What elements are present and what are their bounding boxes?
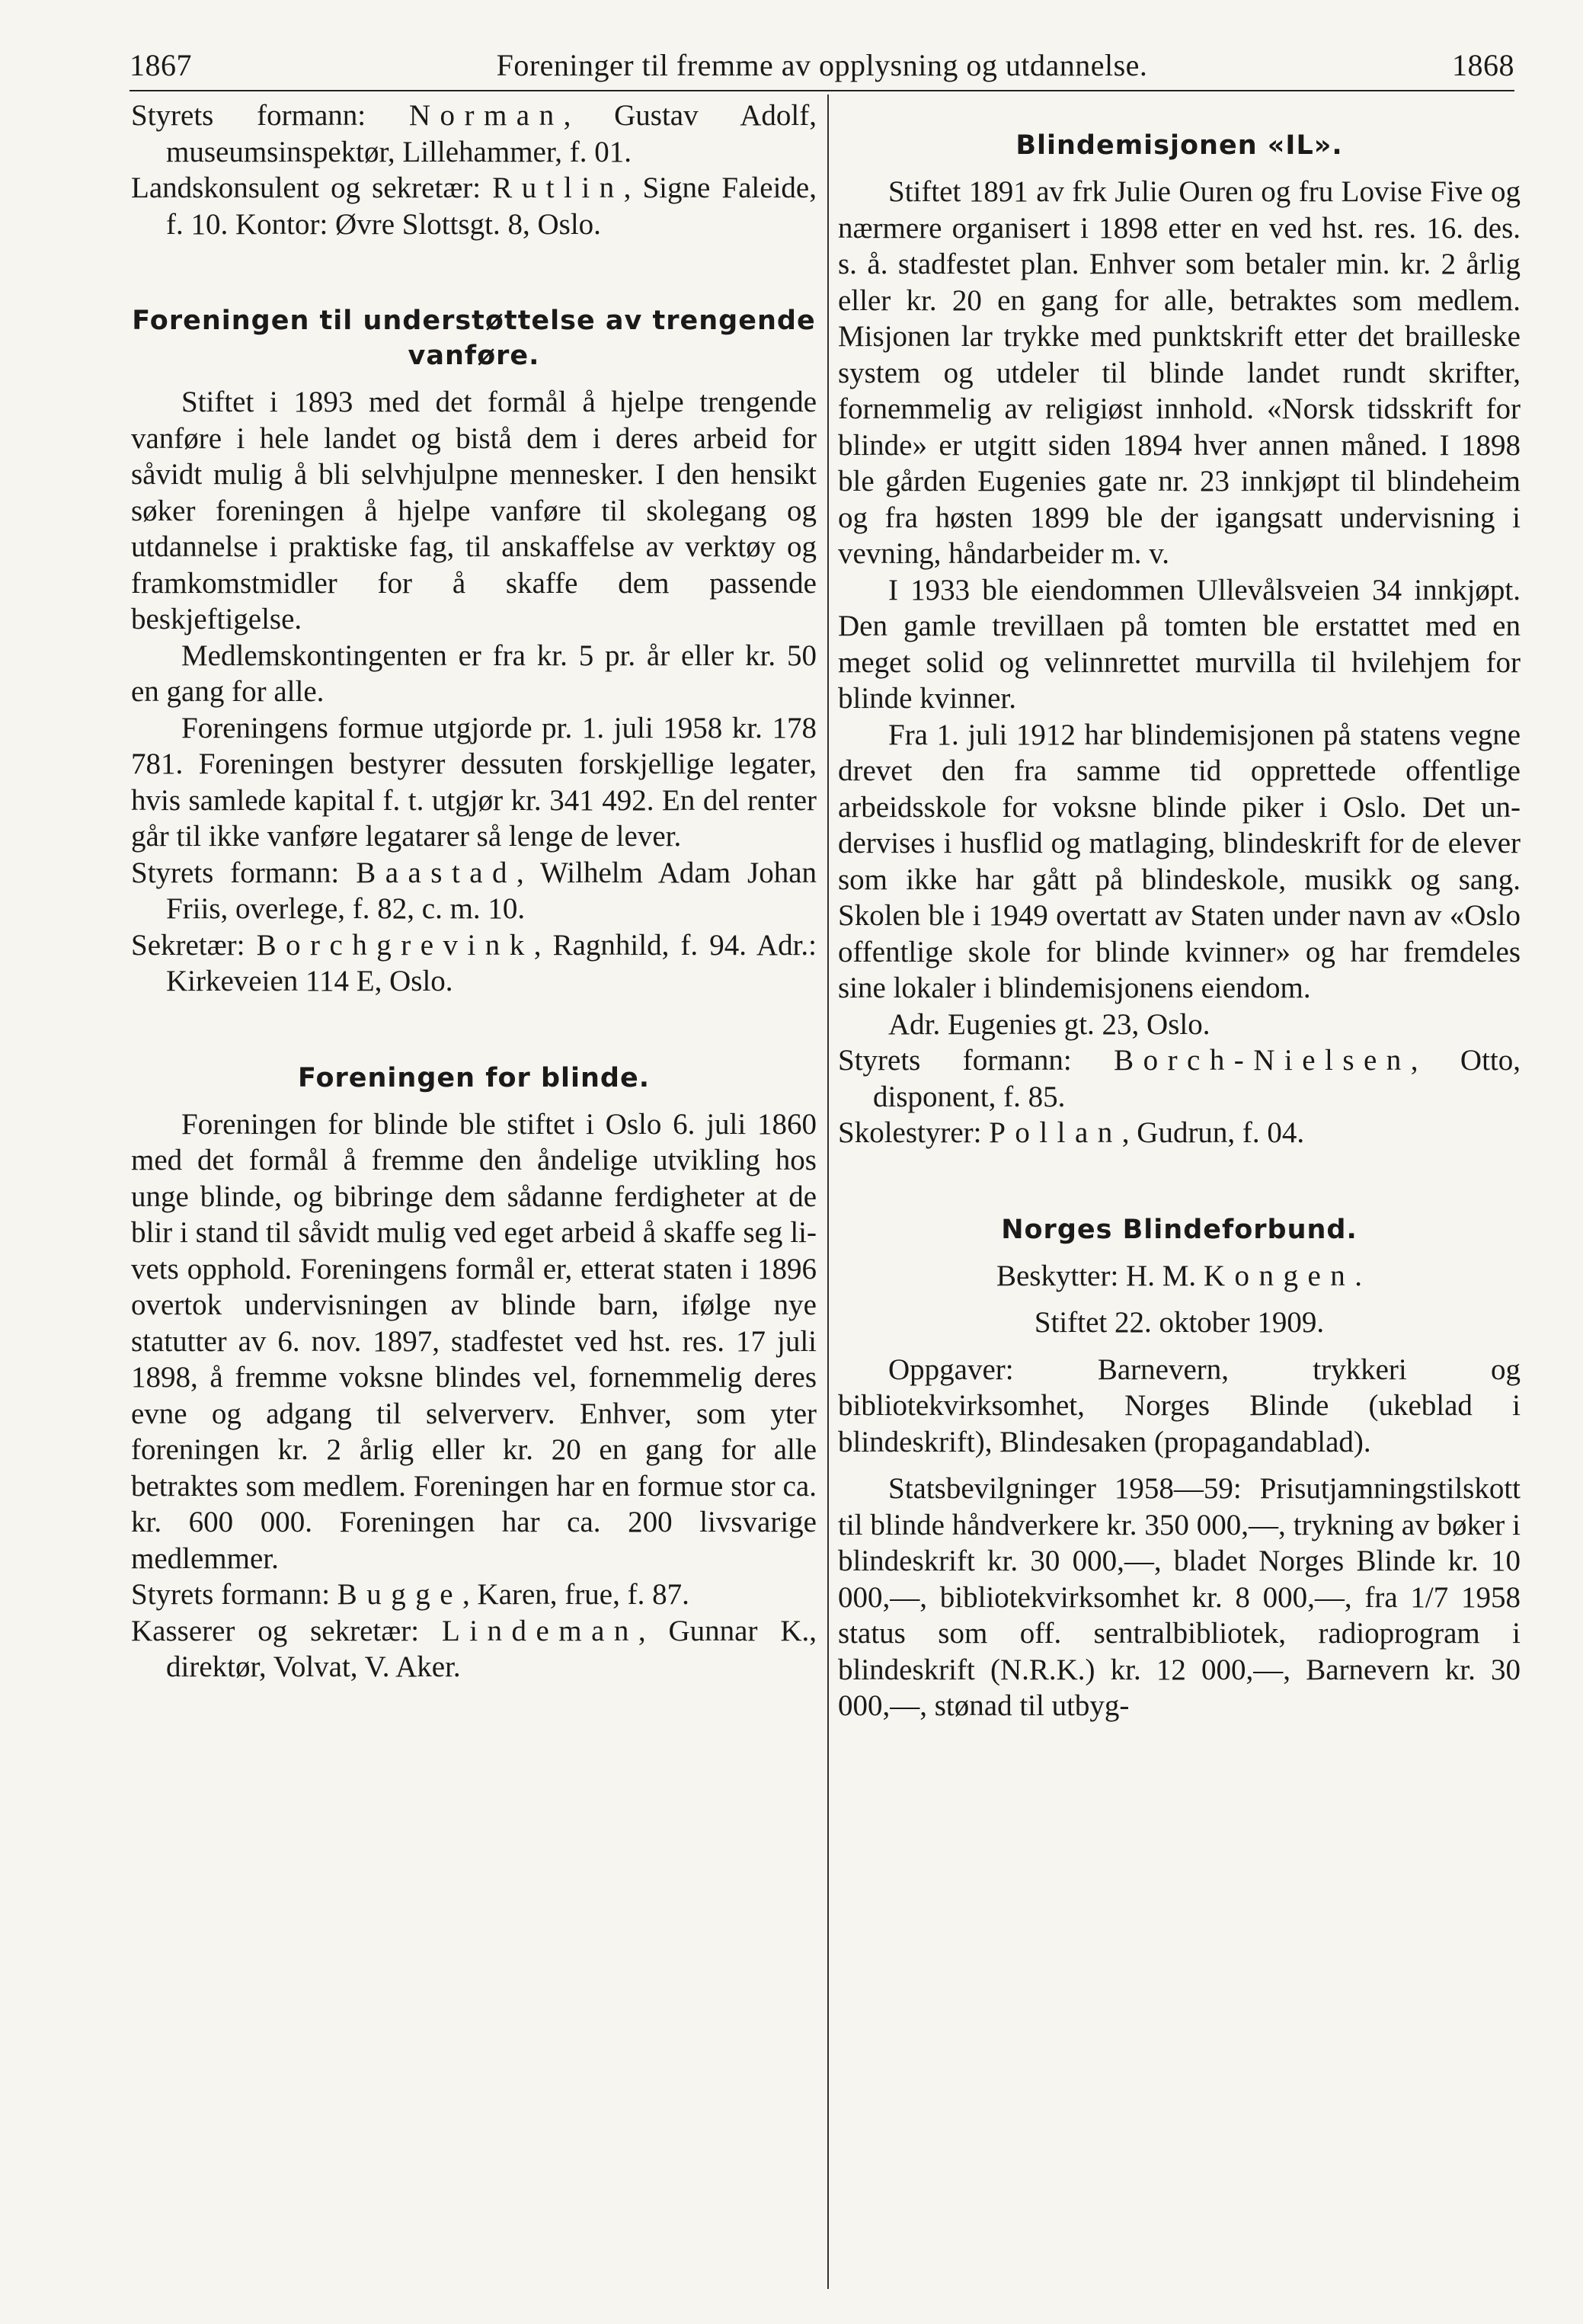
- left-column: [131, 98, 817, 1685]
- paragraph-state-grants: Statsbevilgninger 1958—59: Prisutjamningstilskott til blinde håndverkere kr. 350 000,—, trykning av bøker i blindeskrift kr. 30 000,—, bladet Norges Blinde kr. 10 000,—, bibliotekvirksomhet kr. 8 000,—, fra 1/7 1958 status som off. sentralbibliotek, radioprogram i blindeskrift (N.R.K.) kr. 12 000,—, Barnevern kr. 30 000,—, stønad til utbyg-: [838, 1472, 1521, 1722]
- board-chair-baastad: Styrets formann: Baastad, Wilhelm Adam Johan Friis, overlege, f. 82, c. m. 10.: [131, 856, 817, 925]
- running-title: Foreninger til fremme av opplysning og utdannelse.: [496, 47, 1148, 82]
- paragraph-founded-1893: Stiftet i 1893 med det formål å hjelpe trengende vanføre i hele landet og bistå dem i deres arbeid for såvidt mulig å bli selvhjulpne mennesker. I den hensikt søker foreningen å hjelpe vanføre til skolegang og utdannelse i praktiske fag, til anskaffelse av verktøy og framkomstmidler for å skaffe dem passende beskjeftigelse.: [131, 386, 817, 635]
- name-spaced: Bugge: [337, 1578, 463, 1611]
- paragraph-tasks: Oppgaver: Barnevern, trykkeri og bibliotekvirksomhet, Norges Blinde (ukeblad i blindeskrift), Blindesaken (propagandablad).: [838, 1352, 1521, 1458]
- header-rule: [130, 90, 1514, 91]
- treasurer-lindeman: Kasserer og sekretær: Lindeman, Gunnar K., direktør, Volvat, V. Aker.: [131, 1614, 817, 1683]
- name-spaced: Lindeman: [441, 1614, 638, 1647]
- name-spaced: Pollan: [989, 1116, 1122, 1149]
- address-eugenies: Adr. Eugenies gt. 23, Oslo.: [888, 1007, 1210, 1041]
- right-column: [838, 98, 1521, 1724]
- paragraph-founded-1860: Foreningen for blinde ble stiftet i Oslo 6. juli 1860 med det formål å fremme den åndelige utvikling hos unge blinde, og bibringe dem sådanne ferdigheter at de blir i stand til såvidt mulig ved eget arbeid å skaffe seg livets opphold. Foreningens formål er, etterat staten i 1896 overtok undervisningen av blinde barn, ifølge nye statutter av 6. nov. 1897, stadfestet ved hst. res. 17 juli 1898, å fremme voksne blindes vel, fornemmelig deres evne og adgang til selververv. Enhver, som yter foreningen kr. 2 årlig eller kr. 20 en gang for alle betraktes som medlem. Foreningen har en formue stor ca. kr. 600 000. Foreningen har ca. 200 livsvarige medlemmer.: [131, 1107, 817, 1575]
- board-chair-norman: Styrets formann: Norman, Gustav Adolf, museumsinspektør, Lillehammer, f. 01.: [131, 99, 817, 168]
- board-chair-bugge: Styrets formann: Bugge, Karen, frue, f. 87.: [131, 1578, 689, 1611]
- patron-line: Beskytter: H. M. Kongen.: [996, 1259, 1362, 1292]
- section-heading-vanfore: Foreningen til understøttelse av trengende vanføre.: [132, 306, 816, 371]
- name-spaced: Rutlin: [492, 171, 624, 204]
- paragraph-membership-fee: Medlemskontingenten er fra kr. 5 pr. år eller kr. 50 en gang for alle.: [131, 639, 817, 708]
- name-spaced: Norman: [408, 99, 564, 132]
- column-divider: [827, 94, 829, 2289]
- board-chair-borch-nielsen: Styrets formann: Borch-Nielsen, Otto, disponent, f. 85.: [838, 1044, 1521, 1113]
- page-number-right: 1868: [1451, 47, 1514, 82]
- school-head-pollan: Skolestyrer: Pollan, Gudrun, f. 04.: [838, 1116, 1305, 1149]
- secretary-borchgrevink: Sekretær: Borchgrevink, Ragnhild, f. 94. Adr.: Kirkeveien 114 E, Oslo.: [131, 928, 817, 997]
- name-spaced: Baastad: [356, 856, 517, 889]
- consultant-rutlin: Landskonsulent og sekretær: Rutlin, Signe Faleide, f. 10. Kontor: Øvre Slottsgt. 8, Oslo.: [131, 171, 817, 241]
- section-heading-norges-blindeforbund: Norges Blindeforbund.: [1001, 1214, 1358, 1245]
- founded-1909: Stiftet 22. oktober 1909.: [1034, 1306, 1325, 1339]
- paragraph-1912: Fra 1. juli 1912 har blindemisjonen på statens vegne drevet den fra samme tid opprettede offentlige arbeidsskole for voksne blinde piker i Oslo. Det undervises i husflid og matlaging, blindeskrift for de elever som ikke har gått på blindeskole, musikk og sang. Skolen ble i 1949 overtatt av Staten under navn av «Oslo offentlige skole for blinde kvinner» og har fremdeles sine lokaler i blindemisjonens eiendom.: [838, 718, 1521, 1004]
- section-heading-blinde: Foreningen for blinde.: [297, 1062, 651, 1093]
- name-spaced: Borch-Nielsen: [1114, 1044, 1411, 1077]
- section-heading-blindemisjonen: Blindemisjonen «IL».: [1015, 130, 1343, 161]
- page-number-left: 1867: [130, 47, 192, 82]
- paragraph-assets: Foreningens formue utgjorde pr. 1. juli 1958 kr. 178 781. Foreningen bestyrer dessuten forskjellige legater, hvis samlede kapital f. t. utgjør kr. 341 492. En del renter går til ikke vanføre legatarer så lenge de lever.: [131, 711, 817, 853]
- name-spaced: Borchgrevink: [256, 928, 534, 962]
- name-spaced: Kongen: [1203, 1259, 1355, 1292]
- paragraph-founded-1891: Stiftet 1891 av frk Julie Ouren og fru Lovise Five og nærmere organisert i 1898 etter en ved hst. res. 16. des. s. å. stadfestet plan. Enhver som betaler min. kr. 2 årlig eller kr. 20 en gang for alle, betraktes som medlem. Misjonen lar trykke med punktskrift etter det brailleske system og utdeler til blinde landet rundt skrifter, fornemmelig av religiøst innhold. «Norsk tidsskrift for blinde» er utgitt siden 1894 hver annen måned. I 1898 ble gården Eugenies gate nr. 23 innkjøpt til blindeheim og fra høsten 1899 ble der igangsatt undervisning i vevning, håndarbeider m. v.: [838, 175, 1521, 570]
- paragraph-1933: I 1933 ble eiendommen Ullevålsveien 34 innkjøpt. Den gamle trevillaen på tomten ble erstattet med en meget solid og velinnrettet murvilla til hvilehjem for blinde kvinner.: [838, 573, 1521, 715]
- running-header: [130, 38, 1514, 91]
